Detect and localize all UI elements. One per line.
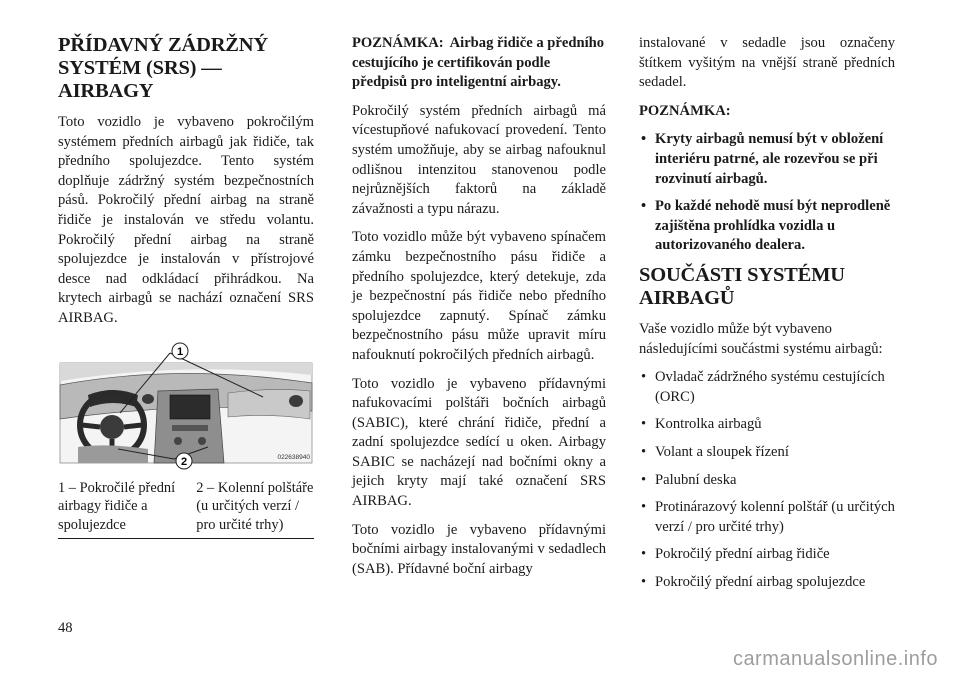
callout-2 <box>176 453 192 469</box>
column-1 <box>58 34 314 539</box>
heading-line-2: SYSTÉM (SRS) — AIRBAGY <box>58 57 222 102</box>
bullet-icon: • <box>641 369 647 386</box>
bullet-icon: • <box>641 471 647 488</box>
column-2 <box>352 34 606 588</box>
watermark: carmanualsonline.info <box>732 648 938 670</box>
note-item: • Kryty airbagů nemusí být v obložení interiéru patrné, ale rozevřou se při rozvinutí airbagů. <box>641 131 884 187</box>
list-item: • Palubní deska <box>639 471 895 491</box>
callout-1 <box>172 343 188 359</box>
paragraph-multistage: Pokročilý systém předních airbagů má vícestupňové nafukovací provedení. Tento systém umožňuje, aby se airbag nafouknul odlišnou intenzitou stanovenou podle nejrůznějších faktorů na základě závažnosti a typu nárazu. <box>352 102 606 217</box>
section-heading-components <box>639 264 895 310</box>
heading-line-1: PŘÍDAVNÝ ZÁDRŽNÝ <box>58 34 268 56</box>
list-item: • Protinárazový kolenní polštář (u určitých verzí / pro určité trhy) <box>641 499 895 535</box>
note-label: POZNÁMKA: <box>352 35 444 51</box>
paragraph-buckle-switch: Toto vozidlo může být vybaveno spínačem zámku bezpečnostního pásu řidiče a předního spolujezdce, který detekuje, zda je bezpečnostní pás řidiče nebo předního spolujezdce zapnutý. Spínač zámku bezpečnostního pásu může upravit míru nafouknutí pokročilých předních airbagů. <box>352 229 606 363</box>
paragraph-sab: Toto vozidlo je vybaveno přídavnými bočními airbagy instalovanými v sedadlech (SAB). Přídavné boční airbagy <box>352 521 606 577</box>
figure-captions <box>58 479 314 540</box>
bullet-icon: • <box>641 573 647 590</box>
section-heading-srs <box>58 34 314 103</box>
note-text: Airbag řidiče a předního cestujícího je certifikován podle předpisů pro inteligentní airbagy. <box>352 35 605 91</box>
bullet-icon: • <box>641 499 647 516</box>
caption-2: 2 – Kolenní polštáře (u určitých verzí / pro určité trhy) <box>196 479 314 533</box>
note-list <box>639 130 895 256</box>
note-heading: POZNÁMKA: <box>639 102 731 119</box>
bullet-icon: • <box>641 198 647 215</box>
callout-1-number: 1 <box>176 345 184 358</box>
bullet-icon: • <box>641 443 647 460</box>
dashboard-illustration <box>60 363 312 463</box>
page-number: 48 <box>58 620 73 636</box>
heading-line-2: AIRBAGŮ <box>639 286 735 309</box>
bullet-icon: • <box>641 416 647 433</box>
list-item: • Volant a sloupek řízení <box>639 443 895 463</box>
list-item: • Ovladač zádržného systému cestujících (ORC) <box>641 369 885 405</box>
caption-1: 1 – Pokročilé přední airbagy řidiče a spolujezdce <box>58 479 176 533</box>
components-intro: Vaše vozidlo může být vybaveno následujícími součástmi systému airbagů: <box>639 320 883 357</box>
list-item: • Pokročilý přední airbag řidiče <box>639 545 895 565</box>
airbag-location-figure <box>58 341 314 471</box>
components-list <box>639 368 895 592</box>
list-item: • Pokročilý přední airbag spolujezdce <box>639 573 895 593</box>
bullet-icon: • <box>641 546 647 563</box>
figure-code: 022638940 <box>277 453 310 461</box>
column-3 <box>639 34 895 600</box>
paragraph-sab-continued: instalované v sedadle jsou označeny štítkem vyšitým na vnější straně předních sedadel. <box>639 35 895 91</box>
bullet-icon: • <box>641 131 647 148</box>
heading-line-1: SOUČÁSTI SYSTÉMU <box>639 263 845 286</box>
list-item: • Kontrolka airbagů <box>639 415 895 435</box>
note-item: • Po každé nehodě musí být neprodleně zajištěna prohlídka vozidla u autorizovaného dealera. <box>641 198 891 254</box>
callout-2-number: 2 <box>180 455 188 468</box>
note-certification <box>352 34 606 93</box>
paragraph-sabic: Toto vozidlo je vybaveno přídavnými nafukovacími polštáři bočních airbagů (SABIC), které chrání řidiče, přední a zadní spolujezdce sedící u oken. Airbagy SABIC se nacházejí nad bočními okny a jejich kryty mají také označení SRS AIRBAG. <box>352 375 606 510</box>
srs-intro-paragraph: Toto vozidlo je vybaveno pokročilým systémem předních airbagů jak řidiče, tak předního spolujezdce. Tento systém doplňuje zádržný systém bezpečnostních pásů. Pokročilý přední airbag na straně řidiče je instalován ve středu volantu. Pokročilý přední airbag na straně spolujezdce je instalován v přístrojové desce nad odkládací přihrádkou. Na krytech airbagů se nachází označení SRS AIRBAG. <box>58 114 314 326</box>
